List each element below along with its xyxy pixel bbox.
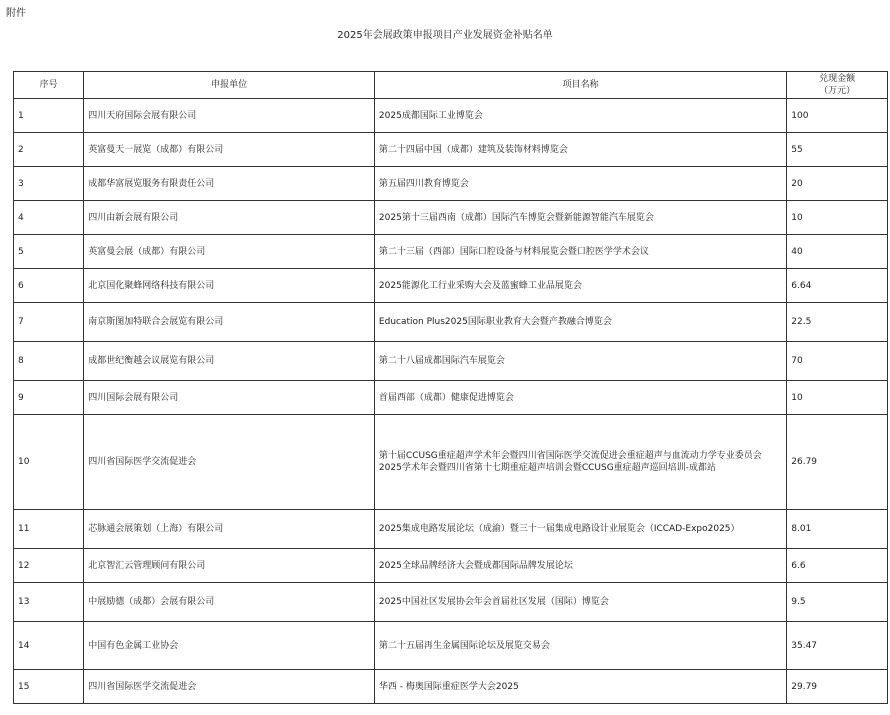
table-row: [14, 510, 888, 549]
cell-project: 第五届四川教育博览会: [374, 167, 786, 201]
cell-unit: 北京国化聚蜂网络科技有限公司: [84, 269, 375, 303]
table-row: [14, 133, 888, 167]
cell-amount: 6.6: [787, 549, 888, 583]
cell-project: 第二十五届再生金属国际论坛及展览交易会: [374, 622, 786, 670]
cell-project: 第二十三届（西部）国际口腔设备与材料展览会暨口腔医学学术会议: [374, 235, 786, 269]
cell-unit: 四川由新会展有限公司: [84, 201, 375, 235]
cell-no: 11: [14, 510, 84, 549]
cell-unit: 成都华富展览服务有限责任公司: [84, 167, 375, 201]
cell-project: 2025全球品牌经济大会暨成都国际品牌发展论坛: [374, 549, 786, 583]
cell-project: 华西 - 梅奥国际重症医学大会2025: [374, 670, 786, 704]
cell-unit: 北京智汇云管理顾问有限公司: [84, 549, 375, 583]
column-header-no: 序号: [14, 72, 84, 99]
cell-unit: 英富曼天一展览（成都）有限公司: [84, 133, 375, 167]
cell-project: 2025能源化工行业采购大会及蓝蜜蜂工业品展览会: [374, 269, 786, 303]
cell-no: 7: [14, 303, 84, 342]
cell-no: 14: [14, 622, 84, 670]
cell-unit: 芯脉通会展策划（上海）有限公司: [84, 510, 375, 549]
cell-amount: 9.5: [787, 583, 888, 622]
cell-no: 2: [14, 133, 84, 167]
cell-amount: 8.01: [787, 510, 888, 549]
attachment-label: 附件: [6, 8, 26, 19]
cell-amount: 10: [787, 201, 888, 235]
cell-project: 第二十八届成都国际汽车展览会: [374, 342, 786, 381]
cell-amount: 29.79: [787, 670, 888, 704]
cell-amount: 22.5: [787, 303, 888, 342]
table-row: [14, 303, 888, 342]
table-row: [14, 381, 888, 415]
cell-project: Education Plus2025国际职业教育大会暨产教融合博览会: [374, 303, 786, 342]
column-header-amount-unit: （万元）: [819, 86, 856, 96]
table-row: [14, 342, 888, 381]
table-row: [14, 622, 888, 670]
cell-amount: 100: [787, 99, 888, 133]
cell-amount: 35.47: [787, 622, 888, 670]
cell-no: 15: [14, 670, 84, 704]
cell-unit: 四川省国际医学交流促进会: [84, 670, 375, 704]
table-row: [14, 549, 888, 583]
cell-no: 9: [14, 381, 84, 415]
column-header-amount-label: 兑现金额: [819, 74, 856, 84]
cell-no: 12: [14, 549, 84, 583]
cell-amount: 20: [787, 167, 888, 201]
cell-no: 13: [14, 583, 84, 622]
column-header-unit: 申报单位: [84, 72, 375, 99]
cell-no: 1: [14, 99, 84, 133]
table-row: [14, 269, 888, 303]
column-header-project: 项目名称: [374, 72, 786, 99]
cell-no: 5: [14, 235, 84, 269]
cell-project: 2025成都国际工业博览会: [374, 99, 786, 133]
cell-project: 2025中国社区发展协会年会首届社区发展（国际）博览会: [374, 583, 786, 622]
table-row: [14, 235, 888, 269]
cell-amount: 6.64: [787, 269, 888, 303]
cell-no: 4: [14, 201, 84, 235]
cell-no: 3: [14, 167, 84, 201]
table-header-row: [14, 72, 888, 99]
cell-amount: 70: [787, 342, 888, 381]
cell-no: 6: [14, 269, 84, 303]
table-row: [14, 583, 888, 622]
cell-no: 10: [14, 415, 84, 510]
cell-unit: 中国有色金属工业协会: [84, 622, 375, 670]
cell-project: 2025第十三届西南（成都）国际汽车博览会暨新能源智能汽车展览会: [374, 201, 786, 235]
cell-unit: 四川省国际医学交流促进会: [84, 415, 375, 510]
cell-amount: 26.79: [787, 415, 888, 510]
cell-unit: 南京斯图加特联合会展览有限公司: [84, 303, 375, 342]
cell-amount: 40: [787, 235, 888, 269]
table-row: [14, 670, 888, 704]
cell-unit: 四川国际会展有限公司: [84, 381, 375, 415]
cell-unit: 成都世纪衡越会议展览有限公司: [84, 342, 375, 381]
cell-amount: 10: [787, 381, 888, 415]
document-title: 2025年会展政策申报项目产业发展资金补贴名单: [337, 30, 553, 41]
cell-unit: 四川天府国际会展有限公司: [84, 99, 375, 133]
cell-project: 2025集成电路发展论坛（成渝）暨三十一届集成电路设计业展览会（ICCAD-Expo2025）: [374, 510, 786, 549]
cell-unit: 中展励德（成都）会展有限公司: [84, 583, 375, 622]
table-row: [14, 99, 888, 133]
cell-project: 第二十四届中国（成都）建筑及装饰材料博览会: [374, 133, 786, 167]
table-row: [14, 201, 888, 235]
table-row: [14, 167, 888, 201]
column-header-amount: [787, 72, 888, 99]
cell-project: 首届西部（成都）健康促进博览会: [374, 381, 786, 415]
cell-amount: 55: [787, 133, 888, 167]
cell-project: 第十届CCUSG重症超声学术年会暨四川省国际医学交流促进会重症超声与血流动力学专业委员会2025学术年会暨四川省第十七期重症超声培训会暨CCUSG重症超声巡回培训-成都站: [374, 415, 786, 510]
cell-unit: 英富曼会展（成都）有限公司: [84, 235, 375, 269]
table-row: [14, 415, 888, 510]
cell-no: 8: [14, 342, 84, 381]
subsidy-table: [13, 71, 888, 704]
